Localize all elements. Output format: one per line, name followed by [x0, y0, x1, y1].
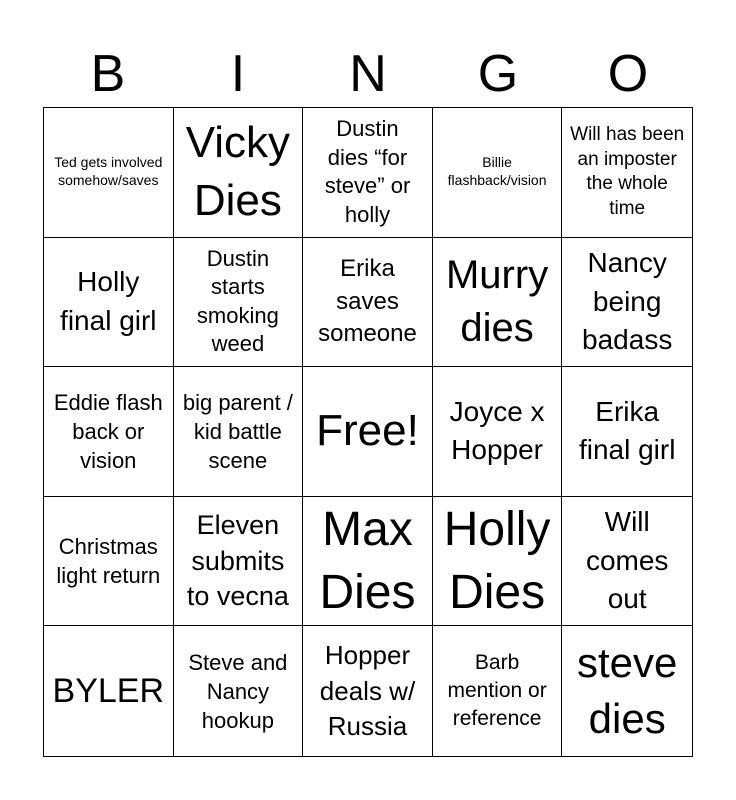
bingo-cell[interactable]	[174, 626, 304, 756]
cell-text: Billie flashback/vision	[447, 154, 547, 189]
bingo-cell[interactable]	[562, 497, 692, 627]
bingo-cell[interactable]	[174, 238, 304, 368]
cell-text: Free!	[316, 406, 419, 456]
bingo-grid	[43, 107, 693, 757]
cell-text: Dustin dies “for steve” or holly	[324, 116, 411, 227]
cell-text: Erika final girl	[578, 395, 676, 466]
header-letter-o: O	[607, 45, 649, 103]
cell-text: Nancy being badass	[582, 246, 673, 356]
cell-text: Max Dies	[319, 502, 416, 620]
cell-text: Will has been an imposter the whole time	[570, 123, 685, 219]
cell-text: Will comes out	[585, 506, 669, 615]
bingo-cell[interactable]	[44, 238, 174, 368]
bingo-cell[interactable]	[433, 238, 563, 368]
cell-text: Holly Dies	[443, 502, 551, 620]
cell-text: Ted gets involved somehow/saves	[54, 154, 163, 189]
bingo-header	[43, 42, 693, 106]
bingo-cell[interactable]	[303, 108, 433, 238]
bingo-cell[interactable]	[303, 238, 433, 368]
cell-text: Holly final girl	[60, 266, 157, 336]
bingo-cell[interactable]	[562, 238, 692, 368]
bingo-cell[interactable]	[562, 626, 692, 756]
bingo-cell[interactable]	[433, 367, 563, 497]
cell-text: Hopper deals w/ Russia	[319, 640, 416, 741]
bingo-cell[interactable]	[433, 626, 563, 756]
cell-text: steve dies	[577, 638, 678, 743]
cell-text: Vicky Dies	[185, 118, 291, 226]
bingo-cell[interactable]	[174, 108, 304, 238]
cell-text: Erika saves someone	[318, 254, 417, 348]
bingo-cell[interactable]	[174, 497, 304, 627]
header-letter-g: G	[477, 45, 519, 103]
cell-text: Murry dies	[445, 253, 549, 350]
bingo-cell[interactable]	[562, 108, 692, 238]
cell-text: Steve and Nancy hookup	[188, 649, 288, 733]
bingo-cell[interactable]	[174, 367, 304, 497]
bingo-cell[interactable]	[433, 497, 563, 627]
cell-text: Eddie flash back or vision	[53, 389, 163, 473]
cell-text: Christmas light return	[56, 534, 161, 589]
bingo-cell[interactable]	[433, 108, 563, 238]
bingo-cell[interactable]	[44, 497, 174, 627]
bingo-cell[interactable]	[44, 626, 174, 756]
cell-text: BYLER	[52, 671, 165, 710]
cell-text: Dustin starts smoking weed	[196, 245, 279, 357]
cell-text: Eleven submits to vecna	[186, 510, 289, 611]
header-letter-n: N	[349, 45, 387, 103]
cell-text: Barb mention or reference	[447, 651, 547, 731]
bingo-cell[interactable]	[44, 108, 174, 238]
bingo-cell[interactable]	[303, 367, 433, 497]
header-letter-i: I	[230, 45, 246, 103]
bingo-cell[interactable]	[303, 626, 433, 756]
cell-text: big parent / kid battle scene	[182, 389, 293, 473]
bingo-cell[interactable]	[303, 497, 433, 627]
header-letter-b: B	[90, 45, 126, 103]
bingo-cell[interactable]	[44, 367, 174, 497]
bingo-cell[interactable]	[562, 367, 692, 497]
cell-text: Joyce x Hopper	[449, 395, 545, 466]
